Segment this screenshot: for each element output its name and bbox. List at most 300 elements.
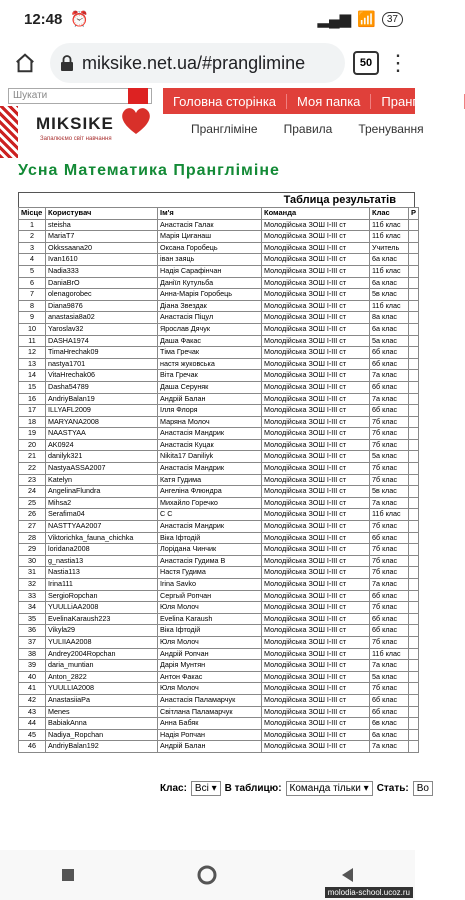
- cell-place: 19: [19, 428, 46, 440]
- cell-result: [409, 636, 419, 648]
- cell-place: 6: [19, 277, 46, 289]
- cell-name: Юля Молоч: [158, 636, 262, 648]
- table-row: [19, 312, 419, 324]
- cell-result: [409, 544, 419, 556]
- back-button-icon[interactable]: [339, 866, 355, 884]
- table-row: [19, 451, 419, 463]
- cell-user[interactable]: YULIIAA2008: [46, 636, 158, 648]
- cell-user[interactable]: EvelinaKaraush223: [46, 613, 158, 625]
- table-row: [19, 671, 419, 683]
- cell-class: 11б клас: [370, 300, 409, 312]
- recents-button-icon[interactable]: [60, 867, 76, 883]
- subnav-pranglimine[interactable]: Прангліміне: [191, 122, 258, 136]
- cell-team: Молодійська ЗОШ I-III ст: [262, 636, 370, 648]
- cell-name: Діана Звездак: [158, 300, 262, 312]
- cell-team: Молодійська ЗОШ I-III ст: [262, 590, 370, 602]
- cell-user[interactable]: Okkssaana20: [46, 242, 158, 254]
- cell-name: Даша Факас: [158, 335, 262, 347]
- cell-result: [409, 439, 419, 451]
- cell-name: настя жуковська: [158, 358, 262, 370]
- cell-name: Анастасія Галак: [158, 219, 262, 231]
- cell-class: 7б клас: [370, 683, 409, 695]
- cell-team: Молодійська ЗОШ I-III ст: [262, 579, 370, 591]
- table-row: [19, 636, 419, 648]
- results-table-wrapper: [18, 192, 415, 753]
- cell-team: Молодійська ЗОШ I-III ст: [262, 683, 370, 695]
- cell-team: Молодійська ЗОШ I-III ст: [262, 393, 370, 405]
- cell-place: 26: [19, 509, 46, 521]
- table-row: [19, 405, 419, 417]
- cell-place: 15: [19, 381, 46, 393]
- table-filter-label: В таблицю:: [224, 783, 282, 794]
- cell-name: Анастасія Піцул: [158, 312, 262, 324]
- cell-user[interactable]: NastyaASSA2007: [46, 463, 158, 475]
- cell-name: Оксана Горобець: [158, 242, 262, 254]
- cell-team: Молодійська ЗОШ I-III ст: [262, 648, 370, 660]
- cell-user[interactable]: loridana2008: [46, 544, 158, 556]
- cell-place: 7: [19, 289, 46, 301]
- cell-user[interactable]: AnastasiiaPa: [46, 694, 158, 706]
- cell-result: [409, 694, 419, 706]
- cell-place: 28: [19, 532, 46, 544]
- nav-pranglimine[interactable]: Прангліміне: [371, 94, 464, 109]
- watermark: molodia-school.ucoz.ru: [325, 887, 413, 898]
- cell-team: Молодійська ЗОШ I-III ст: [262, 706, 370, 718]
- cell-user[interactable]: Ivan1610: [46, 254, 158, 266]
- table-row: [19, 254, 419, 266]
- cell-class: 5а клас: [370, 335, 409, 347]
- home-button-icon[interactable]: [196, 864, 218, 886]
- cell-result: [409, 393, 419, 405]
- cell-team: Молодійська ЗОШ I-III ст: [262, 405, 370, 417]
- cell-result: [409, 532, 419, 544]
- tab-switcher-button[interactable]: 50: [353, 51, 379, 75]
- overflow-menu-icon[interactable]: ⋮: [387, 50, 409, 75]
- cell-place: 41: [19, 683, 46, 695]
- cell-name: Андрій Балан: [158, 393, 262, 405]
- cell-team: Молодійська ЗОШ I-III ст: [262, 335, 370, 347]
- cell-user[interactable]: MariaT7: [46, 231, 158, 243]
- table-row: [19, 486, 419, 498]
- cell-place: 36: [19, 625, 46, 637]
- cell-team: Молодійська ЗОШ I-III ст: [262, 416, 370, 428]
- cell-user[interactable]: Mihsa2: [46, 497, 158, 509]
- site-logo[interactable]: MIKSIKE: [36, 114, 114, 133]
- ornament-decoration: [0, 106, 18, 158]
- cell-team: Молодійська ЗОШ I-III ст: [262, 497, 370, 509]
- table-filters: [160, 781, 433, 796]
- cell-place: 16: [19, 393, 46, 405]
- cell-user[interactable]: steisha: [46, 219, 158, 231]
- col-header-team[interactable]: Команда: [262, 208, 370, 220]
- cell-result: [409, 323, 419, 335]
- nav-my-folder[interactable]: Моя папка: [287, 94, 371, 109]
- table-row: [19, 648, 419, 660]
- cell-team: Молодійська ЗОШ I-III ст: [262, 555, 370, 567]
- cell-team: Молодійська ЗОШ I-III ст: [262, 671, 370, 683]
- cell-user[interactable]: TimaHrechak09: [46, 347, 158, 359]
- cell-team: Молодійська ЗОШ I-III ст: [262, 219, 370, 231]
- cell-place: 45: [19, 729, 46, 741]
- cell-name: Катя Гудима: [158, 474, 262, 486]
- cell-class: 6а клас: [370, 323, 409, 335]
- cell-place: 22: [19, 463, 46, 475]
- heart-logo-icon: [118, 102, 154, 138]
- table-row: [19, 393, 419, 405]
- cell-place: 20: [19, 439, 46, 451]
- cell-team: Молодійська ЗОШ I-III ст: [262, 439, 370, 451]
- col-header-name[interactable]: Ім'я: [158, 208, 262, 220]
- cell-name: Nikita17 Daniliyk: [158, 451, 262, 463]
- cell-result: [409, 335, 419, 347]
- results-table: [18, 207, 419, 753]
- cell-user[interactable]: AngelinaFlundra: [46, 486, 158, 498]
- nav-home[interactable]: Головна сторінка: [163, 94, 287, 109]
- table-row: [19, 567, 419, 579]
- cell-user[interactable]: YUULLIA2008: [46, 683, 158, 695]
- col-header-user[interactable]: Користувач: [46, 208, 158, 220]
- cell-user[interactable]: NASTTYAA2007: [46, 521, 158, 533]
- cell-class: 7б клас: [370, 439, 409, 451]
- cell-result: [409, 660, 419, 672]
- cell-result: [409, 648, 419, 660]
- cell-result: [409, 579, 419, 591]
- cell-result: [409, 358, 419, 370]
- cell-team: Молодійська ЗОШ I-III ст: [262, 370, 370, 382]
- table-row: [19, 694, 419, 706]
- cell-result: [409, 416, 419, 428]
- cell-team: Молодійська ЗОШ I-III ст: [262, 613, 370, 625]
- table-row: [19, 323, 419, 335]
- cell-class: 7б клас: [370, 636, 409, 648]
- cell-name: Ілля Флоря: [158, 405, 262, 417]
- cell-result: [409, 312, 419, 324]
- cell-team: Молодійська ЗОШ I-III ст: [262, 521, 370, 533]
- cell-result: [409, 706, 419, 718]
- cell-class: 5в клас: [370, 486, 409, 498]
- cell-place: 21: [19, 451, 46, 463]
- cell-team: Молодійська ЗОШ I-III ст: [262, 486, 370, 498]
- status-bar: [0, 0, 415, 38]
- class-filter-value: Всі: [194, 783, 209, 794]
- cell-user[interactable]: DaniaBrO: [46, 277, 158, 289]
- clock: 12:48: [24, 10, 63, 28]
- cell-team: Молодійська ЗОШ I-III ст: [262, 231, 370, 243]
- cell-class: 7а клас: [370, 393, 409, 405]
- cell-result: [409, 509, 419, 521]
- cell-name: Світлана Паламарчук: [158, 706, 262, 718]
- cell-user[interactable]: Nadiya_Ropchan: [46, 729, 158, 741]
- table-row: [19, 660, 419, 672]
- table-row: [19, 729, 419, 741]
- cell-class: 6а клас: [370, 254, 409, 266]
- cell-user[interactable]: Dasha54789: [46, 381, 158, 393]
- cell-result: [409, 451, 419, 463]
- cell-user[interactable]: SergioRopchan: [46, 590, 158, 602]
- cell-name: Даніїл Кутульба: [158, 277, 262, 289]
- table-row: [19, 474, 419, 486]
- cell-result: [409, 428, 419, 440]
- cell-name: Антон Факас: [158, 671, 262, 683]
- url-text: miksike.net.ua/#pranglimine: [82, 52, 306, 73]
- cell-name: Віка Іфтодій: [158, 532, 262, 544]
- cell-team: Молодійська ЗОШ I-III ст: [262, 741, 370, 753]
- cell-team: Молодійська ЗОШ I-III ст: [262, 463, 370, 475]
- cell-result: [409, 671, 419, 683]
- cell-place: 33: [19, 590, 46, 602]
- cell-name: Маряна Молоч: [158, 416, 262, 428]
- cell-class: 11б клас: [370, 509, 409, 521]
- cell-result: [409, 555, 419, 567]
- cell-class: 7б клас: [370, 567, 409, 579]
- cell-user[interactable]: Andrey2004Ropchan: [46, 648, 158, 660]
- cell-place: 11: [19, 335, 46, 347]
- cell-user[interactable]: nastya1701: [46, 358, 158, 370]
- cell-user[interactable]: anastasia8a02: [46, 312, 158, 324]
- cell-class: 7б клас: [370, 602, 409, 614]
- cell-name: Анастасія Мандрик: [158, 463, 262, 475]
- cell-team: Молодійська ЗОШ I-III ст: [262, 277, 370, 289]
- cell-result: [409, 602, 419, 614]
- cell-user[interactable]: ILLYAFL2009: [46, 405, 158, 417]
- cell-result: [409, 625, 419, 637]
- cell-user[interactable]: NAASTYAA: [46, 428, 158, 440]
- cell-name: Віта Гречак: [158, 370, 262, 382]
- cell-user[interactable]: Katelyn: [46, 474, 158, 486]
- table-row: [19, 590, 419, 602]
- cell-class: 11б клас: [370, 265, 409, 277]
- cell-team: Молодійська ЗОШ I-III ст: [262, 694, 370, 706]
- browser-toolbar: [0, 38, 415, 88]
- cell-class: 6б клас: [370, 347, 409, 359]
- cell-result: [409, 381, 419, 393]
- cell-class: 7б клас: [370, 416, 409, 428]
- cell-place: 25: [19, 497, 46, 509]
- wifi-icon: 📶: [357, 11, 376, 28]
- cell-result: [409, 289, 419, 301]
- cell-place: 34: [19, 602, 46, 614]
- cell-name: Анастасія Мандрик: [158, 521, 262, 533]
- cell-class: 7б клас: [370, 463, 409, 475]
- cell-result: [409, 718, 419, 730]
- cell-name: іван заяць: [158, 254, 262, 266]
- lock-icon: [60, 55, 74, 71]
- cell-user[interactable]: daria_muntian: [46, 660, 158, 672]
- cell-team: Молодійська ЗОШ I-III ст: [262, 323, 370, 335]
- cell-result: [409, 463, 419, 475]
- cell-user[interactable]: Menes: [46, 706, 158, 718]
- cell-user[interactable]: YUULLiAA2008: [46, 602, 158, 614]
- table-row: [19, 706, 419, 718]
- cell-user[interactable]: Anton_2822: [46, 671, 158, 683]
- cell-place: 8: [19, 300, 46, 312]
- cell-user[interactable]: Viktorichka_fauna_chichka: [46, 532, 158, 544]
- table-row: [19, 741, 419, 753]
- cell-user[interactable]: Serafima04: [46, 509, 158, 521]
- cell-user[interactable]: Irina111: [46, 579, 158, 591]
- cell-place: 40: [19, 671, 46, 683]
- cell-class: 6б клас: [370, 613, 409, 625]
- cell-user[interactable]: olenagorobec: [46, 289, 158, 301]
- cell-place: 44: [19, 718, 46, 730]
- cell-team: Молодійська ЗОШ I-III ст: [262, 660, 370, 672]
- table-row: [19, 532, 419, 544]
- cell-name: Юля Молоч: [158, 602, 262, 614]
- cell-name: Віка Іфтодій: [158, 625, 262, 637]
- cell-user[interactable]: AndriyBalan192: [46, 741, 158, 753]
- table-row: [19, 463, 419, 475]
- cell-class: 8а клас: [370, 312, 409, 324]
- cell-user[interactable]: Nadia333: [46, 265, 158, 277]
- subnav-rules[interactable]: Правила: [283, 122, 333, 136]
- site-header: [0, 88, 454, 158]
- col-header-class[interactable]: Клас: [370, 208, 409, 220]
- cell-name: Сергый Ропчан: [158, 590, 262, 602]
- cell-user[interactable]: VitaHrechak06: [46, 370, 158, 382]
- cell-result: [409, 265, 419, 277]
- cell-result: [409, 242, 419, 254]
- cell-user[interactable]: Diana9876: [46, 300, 158, 312]
- cell-user[interactable]: Vikyla29: [46, 625, 158, 637]
- table-row: [19, 509, 419, 521]
- cell-class: 6а клас: [370, 277, 409, 289]
- signal-icon: ▂▄▆: [317, 11, 352, 28]
- cell-name: Андрій Балан: [158, 741, 262, 753]
- cell-team: Молодійська ЗОШ I-III ст: [262, 451, 370, 463]
- cell-class: Учитель: [370, 242, 409, 254]
- cell-class: 7а клас: [370, 741, 409, 753]
- cell-place: 10: [19, 323, 46, 335]
- cell-name: С С: [158, 509, 262, 521]
- battery-icon: 37: [382, 12, 403, 27]
- table-caption: Таблица результатів: [18, 192, 415, 207]
- cell-name: Irina Savko: [158, 579, 262, 591]
- cell-name: Надія Ропчан: [158, 729, 262, 741]
- cell-user[interactable]: Yaroslav32: [46, 323, 158, 335]
- cell-name: Тіма Гречак: [158, 347, 262, 359]
- cell-team: Молодійська ЗОШ I-III ст: [262, 718, 370, 730]
- cell-team: Молодійська ЗОШ I-III ст: [262, 289, 370, 301]
- site-search-input[interactable]: Шукати: [8, 88, 152, 104]
- table-header-row: [19, 208, 419, 220]
- col-header-place[interactable]: Місце: [19, 208, 46, 220]
- cell-team: Молодійська ЗОШ I-III ст: [262, 312, 370, 324]
- cell-result: [409, 613, 419, 625]
- cell-result: [409, 567, 419, 579]
- cell-user[interactable]: danilyk321: [46, 451, 158, 463]
- cell-user[interactable]: g_nastia13: [46, 555, 158, 567]
- cell-place: 14: [19, 370, 46, 382]
- table-row: [19, 219, 419, 231]
- cell-name: Evelina Karaush: [158, 613, 262, 625]
- table-row: [19, 521, 419, 533]
- cell-class: 11б клас: [370, 648, 409, 660]
- cell-result: [409, 741, 419, 753]
- cell-class: 6а клас: [370, 729, 409, 741]
- cell-class: 6б клас: [370, 405, 409, 417]
- table-filter-select[interactable]: Команда тільки ▾: [286, 781, 373, 796]
- main-nav: [163, 88, 454, 114]
- cell-user[interactable]: BabiakAnna: [46, 718, 158, 730]
- table-row: [19, 381, 419, 393]
- cell-team: Молодійська ЗОШ I-III ст: [262, 254, 370, 266]
- status-filter-select[interactable]: Во: [413, 781, 433, 796]
- cell-result: [409, 521, 419, 533]
- cell-class: 11б клас: [370, 231, 409, 243]
- cell-team: Молодійська ЗОШ I-III ст: [262, 602, 370, 614]
- cell-name: Андрій Ропчан: [158, 648, 262, 660]
- cell-result: [409, 590, 419, 602]
- cell-name: Ярослав Дячук: [158, 323, 262, 335]
- cell-class: 6б клас: [370, 381, 409, 393]
- table-row: [19, 347, 419, 359]
- cell-place: 4: [19, 254, 46, 266]
- cell-user[interactable]: AndriyBalan19: [46, 393, 158, 405]
- cell-result: [409, 254, 419, 266]
- cell-class: 7а клас: [370, 497, 409, 509]
- cell-user[interactable]: Nastia113: [46, 567, 158, 579]
- home-button[interactable]: [8, 46, 42, 80]
- cell-team: Молодійська ЗОШ I-III ст: [262, 532, 370, 544]
- cell-place: 42: [19, 694, 46, 706]
- cell-class: 6б клас: [370, 625, 409, 637]
- cell-name: Надія Сарафінчан: [158, 265, 262, 277]
- cell-name: Ангеліна Флюндра: [158, 486, 262, 498]
- class-filter-label: Клас:: [160, 783, 187, 794]
- address-bar[interactable]: [50, 43, 345, 83]
- sub-nav: [163, 122, 424, 136]
- cell-result: [409, 277, 419, 289]
- cell-class: 7б клас: [370, 544, 409, 556]
- subnav-training[interactable]: Тренування: [358, 122, 424, 136]
- cell-team: Молодійська ЗОШ I-III ст: [262, 428, 370, 440]
- cell-user[interactable]: MARYANA2008: [46, 416, 158, 428]
- cell-result: [409, 347, 419, 359]
- home-icon: [14, 52, 36, 74]
- cell-place: 9: [19, 312, 46, 324]
- cell-class: 7б клас: [370, 474, 409, 486]
- cell-user[interactable]: DASHA1974: [46, 335, 158, 347]
- cell-result: [409, 474, 419, 486]
- alarm-icon: ⏰: [70, 11, 90, 28]
- cell-result: [409, 300, 419, 312]
- cell-place: 38: [19, 648, 46, 660]
- table-row: [19, 242, 419, 254]
- cell-result: [409, 729, 419, 741]
- cell-team: Молодійська ЗОШ I-III ст: [262, 347, 370, 359]
- cell-place: 23: [19, 474, 46, 486]
- cell-class: 6б клас: [370, 590, 409, 602]
- cell-result: [409, 231, 419, 243]
- cell-place: 24: [19, 486, 46, 498]
- cell-result: [409, 486, 419, 498]
- table-row: [19, 555, 419, 567]
- col-header-result[interactable]: Р: [409, 208, 419, 220]
- table-row: [19, 265, 419, 277]
- class-filter-select[interactable]: Всі ▾: [191, 781, 221, 796]
- cell-class: 6в клас: [370, 718, 409, 730]
- cell-name: Дарія Мунтян: [158, 660, 262, 672]
- table-body: [19, 219, 419, 752]
- table-row: [19, 289, 419, 301]
- cell-name: Настя Гудима: [158, 567, 262, 579]
- cell-result: [409, 405, 419, 417]
- cell-team: Молодійська ЗОШ I-III ст: [262, 625, 370, 637]
- cell-class: 5а клас: [370, 451, 409, 463]
- cell-user[interactable]: AK0924: [46, 439, 158, 451]
- table-row: [19, 428, 419, 440]
- cell-class: 6б клас: [370, 358, 409, 370]
